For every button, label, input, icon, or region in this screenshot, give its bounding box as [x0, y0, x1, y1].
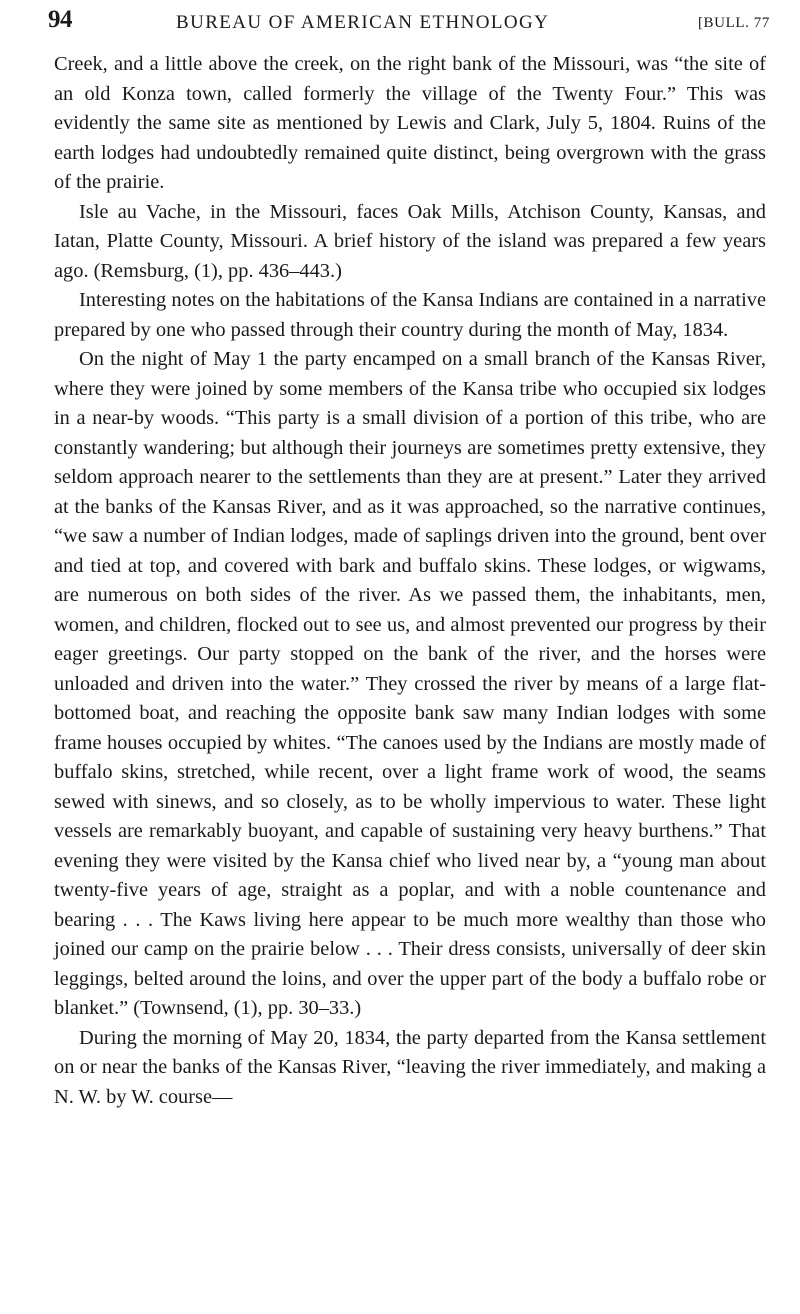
- running-head: [48, 6, 770, 42]
- running-title: BUREAU OF AMERICAN ETHNOLOGY: [176, 12, 550, 33]
- paragraph-may-1-encampment: On the night of May 1 the party encamped on a small branch of the Kansas River, where they were joined by some members of the Kansa tribe who occupied six lodges in a near-by woods. “This party is a small division of a portion of this tribe, who are constantly wandering; but although their journeys are sometimes pretty extensive, they seldom approach nearer to the settlements than they are at present.” Later they arrived at the banks of the Kansas River, and as it was approached, so the narrative continues, “we saw a number of Indian lodges, made of saplings driven into the ground, bent over and tied at top, and covered with bark and buffalo skins. These lodges, or wigwams, are numerous on both sides of the river. As we passed them, the inhabitants, men, women, and children, flocked out to see us, and almost prevented our progress by their eager greetings. Our party stopped on the bank of the river, and the horses were unloaded and driven into the water.” They crossed the river by means of a large flat-bottomed boat, and reaching the opposite bank saw many Indian lodges with some frame houses occupied by whites. “The canoes used by the Indians are mostly made of buffalo skins, stretched, while recent, over a light frame work of wood, the seams sewed with sinews, and so closely, as to be wholly impervious to water. These light vessels are remarkably buoyant, and capable of sustaining very heavy burthens.” That evening they were visited by the Kansa chief who lived near by, a “young man about twenty-five years of age, straight as a poplar, and with a noble countenance and bearing . . . The Kaws living here appear to be much more wealthy than those who joined our camp on the prairie below . . . Their dress consists, universally of deer skin leggings, belted around the loins, and over the upper part of the body a buffalo robe or blanket.” (Townsend, (1), pp. 30–33.): [54, 348, 766, 1019]
- paragraph-konza-town-site: Creek, and a little above the creek, on the right bank of the Missouri, was “the site of an old Konza town, called formerly the village of the Twenty Four.” This was evidently the same site as mentioned by Lewis and Clark, July 5, 1804. Ruins of the earth lodges had undoubtedly remained quite distinct, being overgrown with the grass of the prairie.: [54, 53, 766, 193]
- body-text: [54, 50, 766, 1112]
- paragraph-isle-au-vache: Isle au Vache, in the Missouri, faces Oak Mills, Atchison County, Kansas, and Iatan, Platte County, Missouri. A brief history of the island was prepared a few years ago. (Remsburg, (1), pp. 436–443.): [54, 200, 766, 282]
- page-number: 94: [48, 6, 72, 33]
- paragraph-may-20-departure: During the morning of May 20, 1834, the party departed from the Kansa settlement on or near the banks of the Kansas River, “leaving the river immediately, and making a N. W. by W. course—: [54, 1026, 766, 1108]
- bulletin-reference: [BULL. 77: [697, 15, 770, 31]
- paragraph-kansa-habitations: Interesting notes on the habitations of the Kansa Indians are contained in a narrative prepared by one who passed through their country during the month of May, 1834.: [54, 289, 766, 341]
